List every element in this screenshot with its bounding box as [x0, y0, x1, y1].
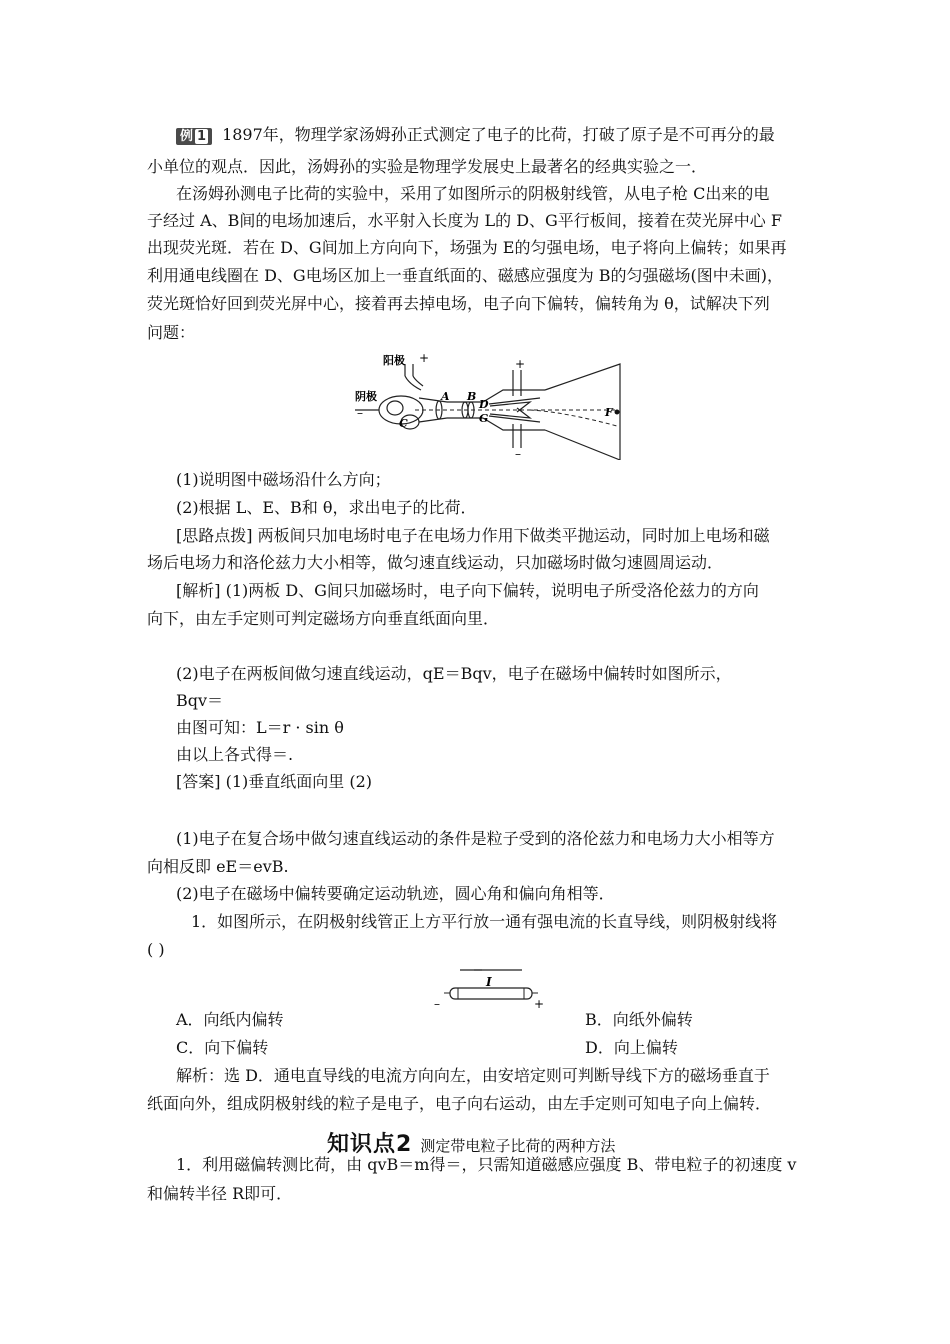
- plate-minus: –: [515, 447, 521, 460]
- analysis-line: [解析] (1)两板 D、G间只加磁场时，电子向下偏转，说明电子所受洛伦兹力的方向: [176, 581, 759, 600]
- question-2: (2)根据 L、E、B和 θ，求出电子的比荷．: [176, 498, 477, 517]
- tube-minus: –: [434, 997, 440, 1010]
- option-d[interactable]: D．向上偏转: [585, 1038, 678, 1057]
- solution-line: Bqv＝: [176, 691, 224, 710]
- example-first-line: 例 1 1897年，物理学家汤姆孙正式测定了电子的比荷，打破了原子是不可再分的最: [176, 125, 775, 145]
- label-b: B: [467, 390, 477, 403]
- question-1: (1)说明图中磁场沿什么方向；: [176, 470, 391, 489]
- anode-label: 阳极: [383, 354, 405, 367]
- method-line: 1．利用磁偏转测比荷，由 qvB＝m得＝，只需知道磁感应强度 B、带电粒子的初速度 v: [176, 1155, 797, 1174]
- method-line: 和偏转半径 R即可．: [147, 1184, 293, 1203]
- solution-line: (2)电子在两板间做匀速直线运动，qE＝Bqv，电子在磁场中偏转时如图所示，: [176, 664, 732, 683]
- exercise-blank: ( ): [147, 940, 165, 959]
- exercise-answer: 解析：选 D．通电直导线的电流方向向左，由安培定则可判断导线下方的磁场垂直于: [176, 1066, 770, 1085]
- example-line: 出现荧光斑．若在 D、G间加上方向向下，场强为 E的匀强电场，电子将向上偏转；如果再: [147, 238, 787, 257]
- anode-plus: +: [419, 351, 430, 365]
- cathode-minus: –: [357, 406, 363, 420]
- label-g: G: [479, 412, 489, 425]
- cathode-label: 阴极: [355, 390, 377, 403]
- exercise-answer: 纸面向外，组成阴极射线的粒子是电子，电子向右运动，由左手定则可知电子向上偏转．: [147, 1094, 772, 1113]
- current-label: I: [486, 975, 492, 989]
- exercise-figure: [430, 962, 550, 1010]
- section-title: 知识点: [327, 1132, 397, 1157]
- example-line: 荧光斑恰好回到荧光屏中心，接着再去掉电场，电子向下偏转，偏转角为 θ，试解决下列: [147, 294, 770, 313]
- plate-plus: +: [515, 357, 526, 371]
- label-c: C: [399, 417, 408, 430]
- exercise-stem: 1．如图所示，在阴极射线管正上方平行放一通有强电流的长直导线，则阴极射线将: [191, 912, 778, 931]
- cathode-ray-tube-figure: [355, 350, 635, 460]
- option-b[interactable]: B．向纸外偏转: [585, 1010, 693, 1029]
- label-f: F: [605, 406, 613, 419]
- example-badge: 例 1: [176, 128, 212, 145]
- section-subtitle: 测定带电粒子比荷的两种方法: [420, 1137, 616, 1155]
- option-a[interactable]: A．向纸内偏转: [176, 1010, 284, 1029]
- tube-plus: +: [534, 997, 545, 1010]
- answer-line: [答案] (1)垂直纸面向里 (2): [176, 772, 372, 791]
- section-number: 2: [396, 1132, 413, 1157]
- note-line: (1)电子在复合场中做匀速直线运动的条件是粒子受到的洛伦兹力和电场力大小相等方: [176, 829, 775, 848]
- solution-line: 由以上各式得＝.: [176, 745, 294, 764]
- option-c[interactable]: C．向下偏转: [176, 1038, 269, 1057]
- analysis-line: 向下，由左手定则可判定磁场方向垂直纸面向里．: [147, 609, 500, 628]
- label-a: A: [441, 390, 450, 403]
- example-line: 利用通电线圈在 D、G电场区加上一垂直纸面的、磁感应强度为 B的匀强磁场(图中未画)，: [147, 266, 784, 285]
- hint-line: 场后电场力和洛伦兹力大小相等，做匀速直线运动，只加磁场时做匀速圆周运动．: [147, 553, 724, 572]
- example-line: 在汤姆孙测电子比荷的实验中，采用了如图所示的阴极射线管，从电子枪 C出来的电: [176, 184, 770, 203]
- section-heading: [327, 1127, 615, 1158]
- example-line: 子经过 A、B间的电场加速后，水平射入长度为 L的 D、G平行板间，接着在荧光屏中心 F: [147, 211, 782, 230]
- hint-line: [思路点拨] 两板间只加电场时电子在电场力作用下做类平抛运动，同时加上电场和磁: [176, 526, 770, 545]
- note-line: (2)电子在磁场中偏转要确定运动轨迹，圆心角和偏向角相等．: [176, 884, 615, 903]
- label-d: D: [479, 398, 489, 411]
- example-line: 小单位的观点．因此，汤姆孙的实验是物理学发展史上最著名的经典实验之一．: [147, 157, 708, 176]
- note-line: 向相反即 eE＝evB.: [147, 857, 289, 876]
- example-line: 问题：: [147, 323, 196, 342]
- solution-line: 由图可知：L＝r · sin θ: [176, 718, 344, 737]
